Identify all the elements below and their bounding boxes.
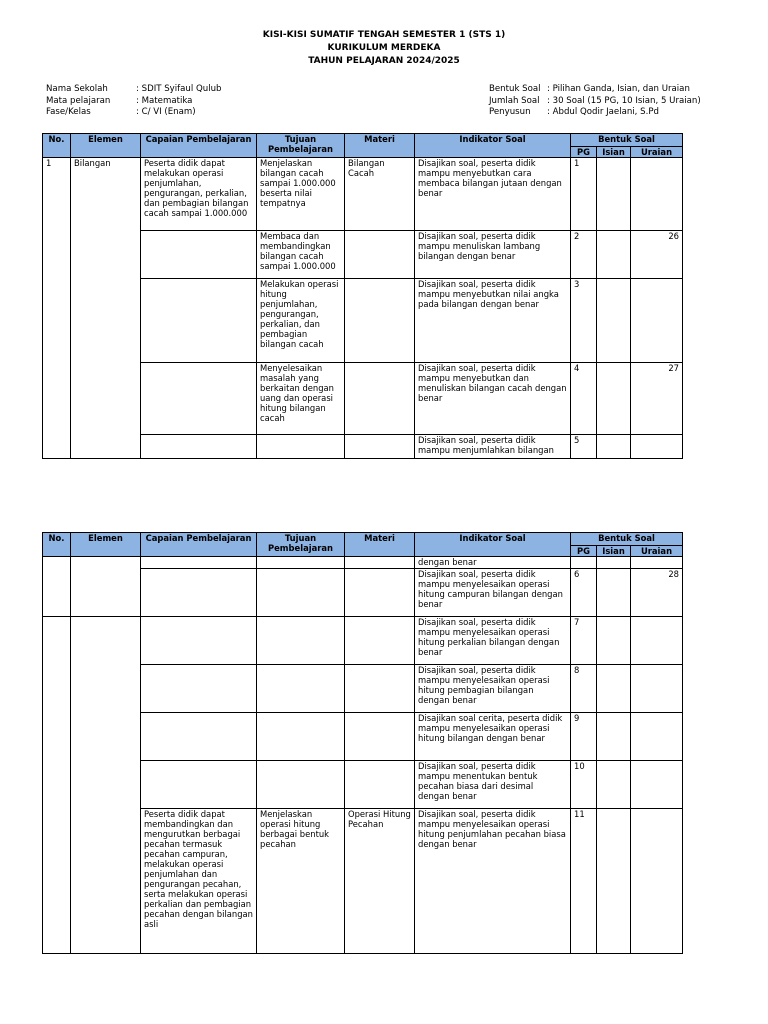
cell-indikator: Disajikan soal, peserta didik mampu menyelesaikan operasi hitung perkalian bilangan dengan benar	[415, 617, 571, 665]
col-header-bentuk-soal: Bentuk Soal	[571, 533, 683, 546]
cell-elemen	[71, 617, 141, 954]
cell-tujuan: Melakukan operasi hitung penjumlahan, pengurangan, perkalian, dan pembagian bilangan cacah	[257, 279, 345, 363]
cell-tujuan	[257, 557, 345, 569]
info-label: Nama Sekolah	[46, 84, 108, 94]
info-label: Penyusun	[489, 107, 531, 118]
cell-pg: 9	[571, 713, 597, 761]
info-value: : Pilihan Ganda, Isian, dan Uraian	[547, 84, 690, 94]
cell-isian	[597, 557, 631, 569]
info-row	[489, 96, 701, 108]
col-header-pg: PG	[571, 546, 597, 557]
info-value: : Matematika	[136, 95, 193, 106]
cell-indikator: Disajikan soal, peserta didik mampu menuliskan lambang bilangan dengan benar	[415, 231, 571, 279]
info-value: : 30 Soal (15 PG, 10 Isian, 5 Uraian)	[547, 95, 701, 106]
info-label: Jumlah Soal	[489, 95, 540, 106]
cell-materi	[345, 231, 415, 279]
cell-indikator: Disajikan soal, peserta didik mampu menyebutkan cara membaca bilangan jutaan dengan benar	[415, 158, 571, 231]
cell-capaian	[141, 569, 257, 617]
cell-materi: Bilangan Cacah	[345, 158, 415, 231]
cell-uraian: 27	[631, 363, 683, 435]
cell-indikator: Disajikan soal, peserta didik mampu menjumlahkan bilangan	[415, 435, 571, 459]
table-row	[43, 617, 683, 665]
cell-elemen	[71, 557, 141, 617]
cell-indikator: dengan benar	[415, 557, 571, 569]
cell-uraian	[631, 665, 683, 713]
cell-materi	[345, 557, 415, 569]
col-header-materi: Materi	[345, 533, 415, 557]
cell-materi	[345, 761, 415, 809]
cell-isian	[597, 809, 631, 954]
col-header-materi: Materi	[345, 134, 415, 158]
col-header-no: No.	[43, 134, 71, 158]
kisi-table-page-1	[42, 133, 683, 459]
cell-isian	[597, 363, 631, 435]
cell-tujuan: Menyelesaikan masalah yang berkaitan dengan uang dan operasi hitung bilangan cacah	[257, 363, 345, 435]
col-header-indikator: Indikator Soal	[415, 134, 571, 158]
cell-pg	[571, 557, 597, 569]
col-header-isian: Isian	[597, 546, 631, 557]
cell-materi	[345, 665, 415, 713]
cell-isian	[597, 761, 631, 809]
kisi-table-page-2	[42, 532, 683, 954]
info-row	[46, 107, 222, 119]
cell-pg: 11	[571, 809, 597, 954]
cell-uraian	[631, 279, 683, 363]
info-label: Mata pelajaran	[46, 95, 111, 106]
cell-capaian	[141, 279, 257, 363]
cell-materi	[345, 363, 415, 435]
cell-materi: Operasi Hitung Pecahan	[345, 809, 415, 954]
cell-capaian: Peserta didik dapat membandingkan dan mengurutkan berbagai pecahan termasuk pecahan campuran, melakukan operasi penjumlahan dan pengurangan pecahan, serta melakukan operasi perkalian dan pembagian pecahan dengan bilangan asli	[141, 809, 257, 954]
cell-uraian: 28	[631, 569, 683, 617]
doc-subtitle-curriculum: KURIKULUM MERDEKA	[327, 43, 441, 53]
col-header-elemen: Elemen	[71, 533, 141, 557]
cell-isian	[597, 713, 631, 761]
info-value: : SDIT Syifaul Qulub	[136, 84, 222, 94]
cell-uraian	[631, 158, 683, 231]
col-header-capaian: Capaian Pembelajaran	[141, 134, 257, 158]
cell-no	[43, 617, 71, 954]
cell-indikator: Disajikan soal, peserta didik mampu menyelesaikan operasi hitung penjumlahan pecahan biasa dengan benar	[415, 809, 571, 954]
info-label: Fase/Kelas	[46, 107, 91, 118]
col-header-capaian: Capaian Pembelajaran	[141, 533, 257, 557]
info-value: : Abdul Qodir Jaelani, S.Pd	[547, 107, 659, 118]
cell-no: 1	[43, 158, 71, 459]
cell-tujuan	[257, 713, 345, 761]
info-row	[489, 84, 701, 96]
cell-uraian	[631, 713, 683, 761]
cell-pg: 6	[571, 569, 597, 617]
cell-uraian	[631, 809, 683, 954]
cell-uraian	[631, 435, 683, 459]
cell-tujuan	[257, 435, 345, 459]
col-header-tujuan: Tujuan Pembelajaran	[257, 134, 345, 158]
cell-pg: 8	[571, 665, 597, 713]
cell-pg: 10	[571, 761, 597, 809]
info-left	[46, 84, 222, 119]
info-right	[489, 84, 701, 119]
cell-pg: 5	[571, 435, 597, 459]
col-header-elemen: Elemen	[71, 134, 141, 158]
cell-materi	[345, 569, 415, 617]
cell-indikator: Disajikan soal, peserta didik mampu menyebutkan nilai angka pada bilangan dengan benar	[415, 279, 571, 363]
cell-isian	[597, 617, 631, 665]
cell-capaian	[141, 617, 257, 665]
cell-materi	[345, 713, 415, 761]
cell-materi	[345, 435, 415, 459]
cell-capaian	[141, 665, 257, 713]
cell-capaian	[141, 713, 257, 761]
cell-uraian: 26	[631, 231, 683, 279]
cell-tujuan	[257, 761, 345, 809]
doc-title: KISI-KISI SUMATIF TENGAH SEMESTER 1 (STS 1)	[262, 30, 506, 40]
col-header-tujuan: Tujuan Pembelajaran	[257, 533, 345, 557]
cell-isian	[597, 158, 631, 231]
cell-tujuan: Menjelaskan bilangan cacah sampai 1.000.000 beserta nilai tempatnya	[257, 158, 345, 231]
cell-isian	[597, 665, 631, 713]
cell-capaian	[141, 363, 257, 435]
cell-uraian	[631, 617, 683, 665]
cell-indikator: Disajikan soal, peserta didik mampu menyelesaikan operasi hitung pembagian bilangan dengan benar	[415, 665, 571, 713]
cell-isian	[597, 231, 631, 279]
cell-pg: 4	[571, 363, 597, 435]
col-header-uraian: Uraian	[631, 147, 683, 158]
col-header-isian: Isian	[597, 147, 631, 158]
cell-indikator: Disajikan soal, peserta didik mampu menentukan bentuk pecahan biasa dari desimal dengan benar	[415, 761, 571, 809]
cell-capaian	[141, 761, 257, 809]
cell-tujuan: Membaca dan membandingkan bilangan cacah sampai 1.000.000	[257, 231, 345, 279]
table-row	[43, 557, 683, 569]
table-row	[43, 158, 683, 231]
col-header-indikator: Indikator Soal	[415, 533, 571, 557]
cell-capaian: Peserta didik dapat melakukan operasi penjumlahan, pengurangan, perkalian, dan pembagian bilangan cacah sampai 1.000.000	[141, 158, 257, 231]
cell-tujuan	[257, 569, 345, 617]
cell-pg: 7	[571, 617, 597, 665]
info-row	[46, 84, 222, 96]
doc-subtitle-year: TAHUN PELAJARAN 2024/2025	[308, 56, 460, 66]
cell-uraian	[631, 557, 683, 569]
cell-tujuan: Menjelaskan operasi hitung berbagai bentuk pecahan	[257, 809, 345, 954]
cell-indikator: Disajikan soal cerita, peserta didik mampu menyelesaikan operasi hitung bilangan dengan benar	[415, 713, 571, 761]
col-header-uraian: Uraian	[631, 546, 683, 557]
cell-no	[43, 557, 71, 617]
cell-tujuan	[257, 665, 345, 713]
cell-pg: 2	[571, 231, 597, 279]
col-header-pg: PG	[571, 147, 597, 158]
info-value: : C/ VI (Enam)	[136, 107, 196, 118]
col-header-no: No.	[43, 533, 71, 557]
cell-indikator: Disajikan soal, peserta didik mampu menyelesaikan operasi hitung campuran bilangan dengan benar	[415, 569, 571, 617]
cell-pg: 1	[571, 158, 597, 231]
cell-tujuan	[257, 617, 345, 665]
cell-elemen: Bilangan	[71, 158, 141, 459]
cell-isian	[597, 435, 631, 459]
cell-materi	[345, 617, 415, 665]
cell-capaian	[141, 557, 257, 569]
cell-capaian	[141, 231, 257, 279]
col-header-bentuk-soal: Bentuk Soal	[571, 134, 683, 147]
cell-isian	[597, 569, 631, 617]
cell-materi	[345, 279, 415, 363]
cell-pg: 3	[571, 279, 597, 363]
info-row	[46, 96, 222, 108]
info-row	[489, 107, 701, 119]
cell-uraian	[631, 761, 683, 809]
cell-indikator: Disajikan soal, peserta didik mampu menyebutkan dan menuliskan bilangan cacah dengan benar	[415, 363, 571, 435]
cell-isian	[597, 279, 631, 363]
info-label: Bentuk Soal	[489, 84, 541, 94]
cell-capaian	[141, 435, 257, 459]
